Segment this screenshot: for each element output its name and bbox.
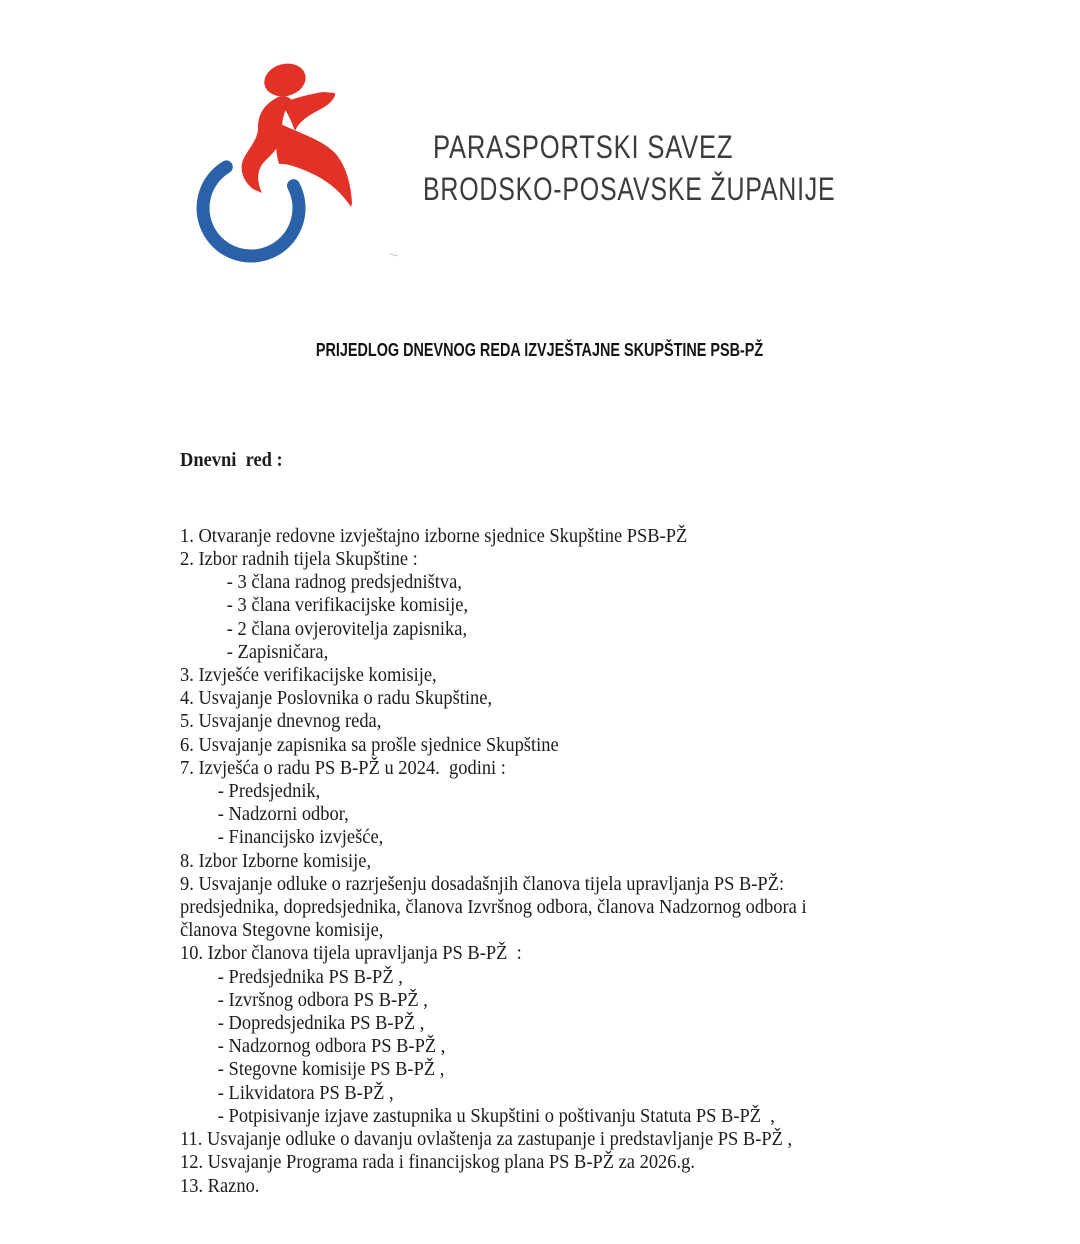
agenda-subitem: - Dopredsjednika PS B-PŽ , (217, 1012, 425, 1035)
agenda-item: predsjednika, dopredsjednika, članova Izvršnog odbora, članova Nadzornog odbora i (180, 896, 807, 919)
agenda-subitem: - Stegovne komisije PS B-PŽ , (217, 1058, 445, 1081)
agenda-item: članova Stegovne komisije, (180, 919, 384, 942)
agenda-item: 6. Usvajanje zapisnika sa prošle sjednice Skupštine (180, 733, 559, 756)
agenda-item: 5. Usvajanje dnevnog reda, (180, 710, 382, 733)
agenda-list (180, 525, 900, 1198)
agenda-subitem: - Predsjednika PS B-PŽ , (217, 965, 403, 988)
agenda-subitem: - Izvršnog odbora PS B-PŽ , (217, 988, 428, 1011)
agenda-subitem: - Nadzornog odbora PS B-PŽ , (217, 1035, 446, 1058)
agenda-item: 10. Izbor članova tijela upravljanja PS B-PŽ : (180, 942, 522, 965)
agenda-subitem: - 3 člana radnog predsjedništva, (226, 571, 462, 594)
agenda-item: 4. Usvajanje Poslovnika o radu Skupštine, (180, 687, 493, 710)
agenda-item: 3. Izvješće verifikacijske komisije, (180, 664, 437, 687)
agenda-subitem: - 2 člana ovjerovitelja zapisnika, (226, 617, 468, 640)
agenda-item: 9. Usvajanje odluke o razrješenju dosadašnjih članova tijela upravljanja PS B-PŽ: (180, 872, 785, 895)
agenda-subitem: - Likvidatora PS B-PŽ , (217, 1081, 394, 1104)
agenda-item: 8. Izbor Izborne komisije, (180, 849, 372, 872)
agenda-item: 13. Razno. (180, 1174, 260, 1197)
agenda-item: 1. Otvaranje redovne izvještajno izborne sjednice Skupštine PSB-PŽ (180, 524, 688, 547)
wheelchair-athlete-icon (195, 55, 360, 265)
org-name-line-2: BRODSKO-POSAVSKE ŽUPANIJE (423, 171, 836, 207)
scan-artifact: ~ (386, 247, 401, 264)
document-title (180, 319, 880, 382)
agenda-subitem: - Predsjednik, (217, 780, 321, 803)
agenda-section (180, 402, 900, 1244)
agenda-item: 2. Izbor radnih tijela Skupštine : (180, 548, 418, 571)
agenda-item: 11. Usvajanje odluke o davanju ovlaštenja za zastupanje i predstavljanje PS B-PŽ , (180, 1128, 793, 1151)
agenda-subitem: - Nadzorni odbor, (217, 803, 349, 826)
agenda-subitem: - 3 člana verifikacijske komisije, (226, 594, 469, 617)
document-title-text: PRIJEDLOG DNEVNOG REDA IZVJEŠTAJNE SKUPŠTINE PSB-PŽ (316, 340, 764, 360)
agenda-item: 12. Usvajanje Programa rada i financijskog plana PS B-PŽ za 2026.g. (180, 1151, 695, 1174)
agenda-item: 7. Izvješća o radu PS B-PŽ u 2024. godini : (180, 756, 506, 779)
org-name-line-1: PARASPORTSKI SAVEZ (433, 129, 734, 165)
agenda-subitem: - Financijsko izvješće, (217, 826, 384, 849)
agenda-heading: Dnevni red : (180, 449, 283, 472)
agenda-subitem: - Zapisničara, (226, 640, 329, 663)
agenda-subitem: - Potpisivanje izjave zastupnika u Skupštini o poštivanju Statuta PS B-PŽ , (217, 1104, 775, 1127)
